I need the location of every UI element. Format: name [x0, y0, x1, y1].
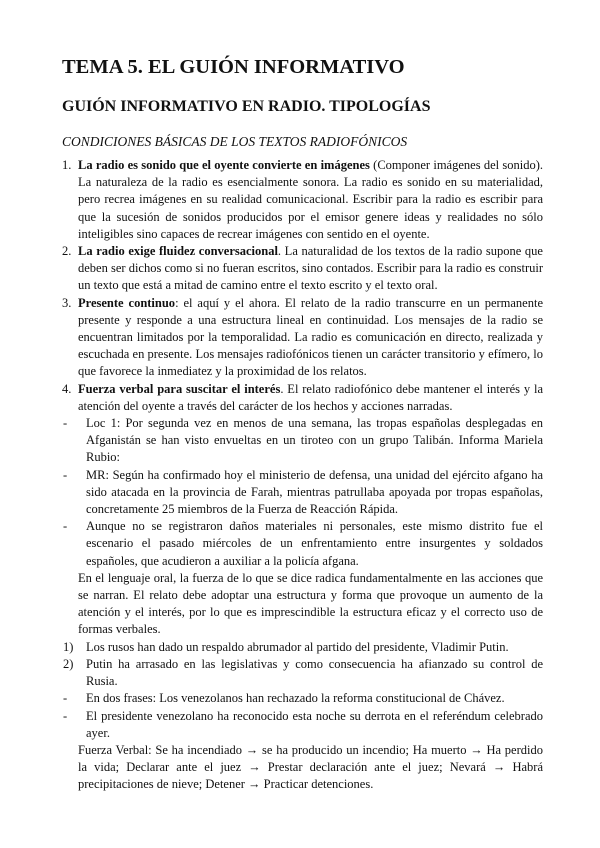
- list-number: 1.: [62, 158, 72, 172]
- example-item: [63, 708, 543, 742]
- example-text: Aunque no se registraron daños materiales ni personales, este mismo distrito fue el escenario el pasado miércoles de un enfrentamiento entre insurgentes y soldados españoles, que acudieron a auxiliar a la policía afgana.: [86, 519, 543, 568]
- list-item-bold: Fuerza verbal para suscitar el interés: [78, 381, 281, 396]
- example-text: El presidente venezolano ha reconocido esta noche su derrota en el referéndum celebrado ayer.: [86, 708, 543, 740]
- example-item: [63, 656, 543, 690]
- list-item-bold: Presente continuo: [78, 295, 176, 310]
- example-item: [63, 518, 543, 570]
- example-text: Loc 1: Por segunda vez en menos de una semana, las tropas españolas desplegadas en Afganistán se han visto envueltas en un tiroteo con un grupo Talibán. Informa Mariela Rubio:: [86, 416, 543, 465]
- document-subtitle: GUIÓN INFORMATIVO EN RADIO. TIPOLOGÍAS: [62, 98, 431, 115]
- example-mark: -: [63, 691, 68, 706]
- list-number: 4.: [62, 381, 72, 396]
- list-item-bold: La radio exige fluidez conversacional: [78, 244, 278, 259]
- example-item: [63, 690, 543, 707]
- example-mark: -: [63, 519, 68, 534]
- list-item-text: . La naturalidad de los textos de la radio supone que deben ser dichos como si no fueran escritos, sino contados. Escribir para la radio es construir un texto que está a mitad de camino entre el texto escrito y el texto oral.: [78, 244, 543, 293]
- list-item: [62, 157, 543, 243]
- example-text: En dos frases: Los venezolanos han rechazado la reforma constitucional de Chávez.: [86, 691, 505, 706]
- example-mark: -: [63, 708, 68, 723]
- paragraph-oral-language: En el lenguaje oral, la fuerza de lo que se dice radica fundamentalmente en las acciones que se narran. El relato debe adoptar una estructura y forma que provoque un aumento de la atención y el interés, por lo que es imprescindible la estructura eficaz y el correcto uso de formas verbales.: [78, 570, 543, 637]
- example-mark: -: [63, 467, 68, 482]
- example-item: [63, 415, 543, 467]
- example-item: [63, 639, 543, 656]
- list-item: [62, 381, 543, 415]
- list-item-text: . El relato radiofónico debe mantener el interés y la atención del oyente a través del carácter de los hechos y acciones narradas.: [78, 381, 544, 413]
- document-title: TEMA 5. EL GUIÓN INFORMATIVO: [62, 56, 405, 78]
- list-item-text: : el aquí y el ahora. El relato de la radio transcurre en un permanente presente y responde a una estructura lineal en continuidad. Los mensajes de la radio se encuentran limitados por la temporalidad. La radio es comunicación en directo, realizada y escuchada en presente. Los mensajes radiofónicos tienen un carácter transitorio y efímero, lo que favorece la inmediatez y la proximidad de los relatos.: [78, 295, 543, 379]
- example-text: Los rusos han dado un respaldo abrumador al partido del presidente, Vladimir Putin.: [86, 639, 509, 654]
- list-item: [62, 295, 543, 381]
- list-item-text: (Componer imágenes del sonido). La naturaleza de la radio es esencialmente sonora. La radio es sonido en su materialidad, pero recrea imágenes en su realidad comunicacional. Escribir para la radio es escribir para que la sucesión de sonidos producidos por el emisor genere ideas y realidades no sólo inteligibles sino capaces de recrear imágenes con sentido en el oyente.: [78, 158, 543, 241]
- example-mark: 2): [63, 656, 74, 671]
- list-number: 2.: [62, 244, 72, 259]
- document-body: [62, 157, 543, 794]
- list-item: [62, 243, 543, 295]
- example-mark: -: [63, 416, 68, 431]
- section-heading: CONDICIONES BÁSICAS DE LOS TEXTOS RADIOFÓNICOS: [62, 134, 408, 149]
- list-number: 3.: [62, 295, 72, 310]
- example-text: MR: Según ha confirmado hoy el ministerio de defensa, una unidad del ejército afgano ha sido atacada en la provincia de Farah, mientras patrullaba apoyada por tropas españolas, concretamente 25 miembros de la Fuerza de Reacción Rápida.: [86, 467, 543, 517]
- list-item-bold: La radio es sonido que el oyente convierte en imágenes: [78, 158, 370, 172]
- example-text: Putin ha arrasado en las legislativas y como consecuencia ha afianzado su control de Rusia.: [86, 656, 543, 689]
- example-item: [63, 467, 543, 519]
- paragraph-fuerza-verbal: Fuerza Verbal: Se ha incendiado → se ha producido un incendio; Ha muerto → Ha perdido la vida; Declarar ante el juez → Prestar declaración ante el juez; Nevará → Habrá precipitaciones de nieve; Detener → Practicar detenciones.: [78, 742, 543, 792]
- example-mark: 1): [63, 639, 74, 654]
